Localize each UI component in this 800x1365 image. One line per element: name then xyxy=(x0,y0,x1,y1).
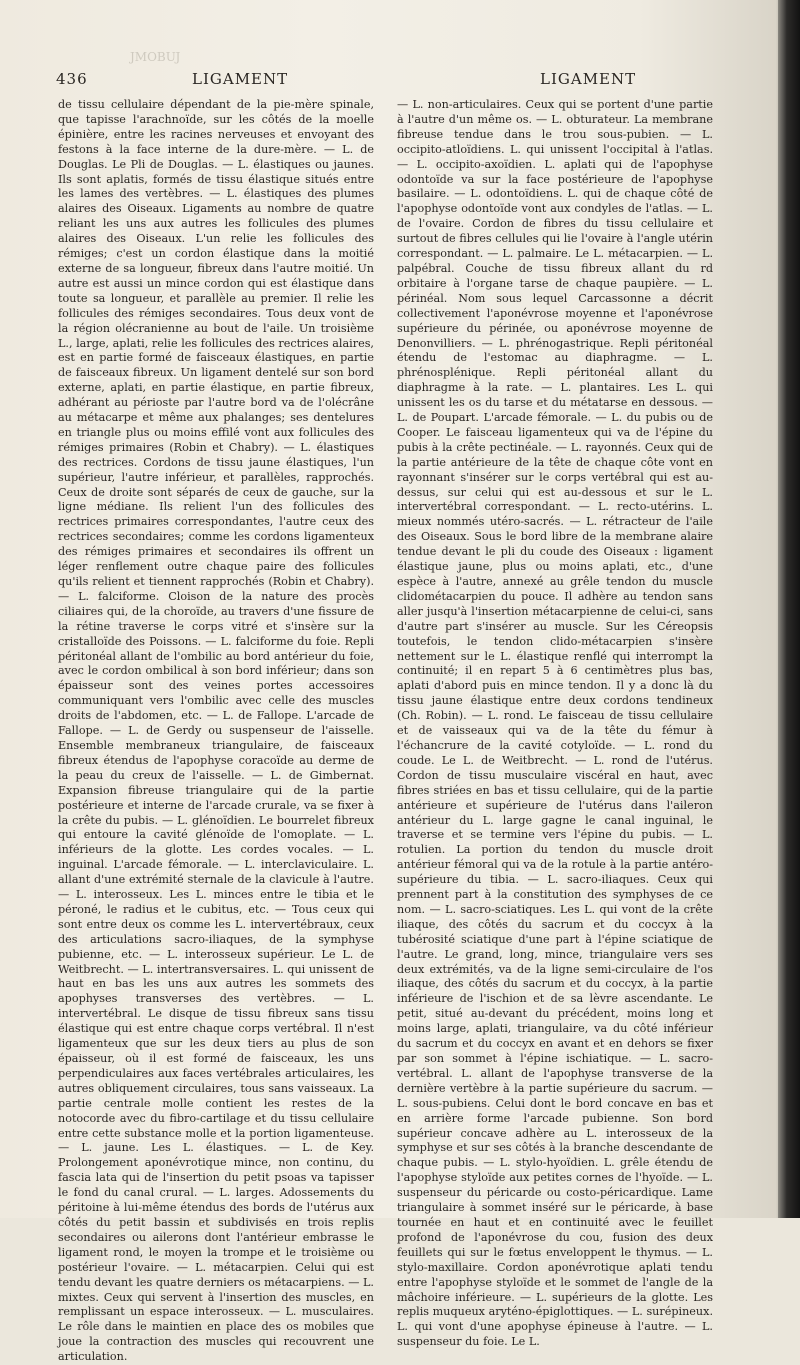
page-number: 436 xyxy=(56,70,88,88)
text-column-left xyxy=(58,98,374,1364)
book-spine-shadow xyxy=(778,0,800,1218)
column-text: de tissu cellulaire dépendant de la pie-mère spinale, que tapisse l'arachnoïde, sur les côtés de la moelle épinière, entre les racines nerveuses et envoyant des festons à la face interne de la dure-mère. — L. de Douglas. Le Pli de Douglas. — L. élastiques ou jaunes. Ils sont aplatis, formés de tissu élastique situés entre les lames des vertèbres. — L. élastiques des plumes alaires des Oiseaux. Ligaments au nombre de quatre reliant les uns aux autres les follicules des plumes alaires des Oiseaux. L'un relie les follicules des rémiges; c'est un cordon élastique dans la moitié externe de sa longueur, fibreux dans l'autre moitié. Un autre est aussi un mince cordon qui est élastique dans toute sa longueur, et parallèle au premier. Il relie les follicules des rémiges secondaires. Tous deux vont de la région olécranienne au bout de l'aile. Un troisième L., large, aplati, relie les follicules des rectrices alaires, est en partie formé de faisceaux élastiques, en partie de faisceaux fibreux. Un ligament dentelé sur son bord externe, aplati, en partie élastique, en partie fibreux, adhérant au périoste par l'autre bord va de l'olécrâne au métacarpe et même aux phalanges; ses dentelures en triangle plus ou moins effilé vont aux follicules des rémiges primaires (Robin et Chabry). — L. élastiques des rectrices. Cordons de tissu jaune élastiques, l'un supérieur, l'autre inférieur, et parallèles, rapprochés. Ceux de droite sont séparés de ceux de gauche, sur la ligne médiane. Ils relient l'un des follicules des rectrices primaires correspondantes, l'autre ceux des rectrices secondaires; comme les cordons ligamenteux des rémiges primaires et secondaires ils offrent un léger renflement outre chaque paire des follicules qu'ils relient et tiennent rapprochés (Robin et Chabry). — L. falciforme. Cloison de la nature des procès ciliaires qui, de la choroïde, au travers d'une fissure de la rétine traverse le corps vitré et s'insère sur la cristalloïde des Poissons. — L. falciforme du foie. Repli péritonéal allant de l'ombilic au bord antérieur du foie, avec le cordon ombilical à son bord inférieur; dans son épaisseur sont des veines portes accessoires communiquant vers l'ombilic avec celle des muscles droits de l'abdomen, etc. — L. de Fallope. L'arcade de Fallope. — L. de Gerdy ou suspenseur de l'aisselle. Ensemble membraneux triangulaire, de faisceaux fibreux étendus de l'apophyse coracoïde au derme de la peau du creux de l'aisselle. — L. de Gimbernat. Expansion fibreuse triangulaire qui de la partie postérieure et interne de l'arcade crurale, va se fixer à la crête du pubis. — L. glénoïdien. Le bourrelet fibreux qui entoure la cavité glénoïde de l'omoplate. — L. inférieurs de la glotte. Les cordes vocales. — L. inguinal. L'arcade fémorale. — L. interclaviculaire. L. allant d'une extrémité sternale de la clavicule à l'autre. — L. interosseux. Les L. minces entre le tibia et le péroné, le radius et le cubitus, etc. — Tous ceux qui sont entre deux os comme les L. intervertébraux, ceux des articulations sacro-iliaques, de la symphyse pubienne, etc. — L. interosseux supérieur. Le L. de Weitbrecht. — L. intertransversaires. L. qui unissent de haut en bas les uns aux autres les sommets des apophyses transverses des vertèbres. — L. intervertébral. Le disque de tissu fibreux sans tissu élastique qui est entre chaque corps vertébral. Il n'est ligamenteux que sur les deux tiers au plus de son épaisseur, où il est formé de faisceaux, les uns perpendiculaires aux faces vertébrales articulaires, les autres obliquement circulaires, tous sans vaisseaux. La partie centrale molle contient les restes de la notocorde avec du fibro-cartilage et du tissu cellulaire entre cette substance molle et la portion ligamenteuse. — L. jaune. Les L. élastiques. — L. de Key. Prolongement aponévrotique mince, non continu, du fascia lata qui de l'insertion du petit psoas va tapisser le fond du canal crural. — L. larges. Adossements du péritoine à lui-même étendus des bords de l'utérus aux côtés du petit bassin et subdivisés en trois replis secondaires ou ailerons dont l'antérieur embrasse le ligament rond, le moyen la trompe et le troisième ou postérieur l'ovaire. — L. métacarpien. Celui qui est tendu devant les quatre derniers os métacarpiens. — L. mixtes. Ceux qui servent à l'insertion des muscles, en remplissant un espace interosseux. — L. musculaires. Le rôle dans le maintien en place des os mobiles que joue la contraction des muscles qui recouvrent une articulation. xyxy=(58,98,374,1364)
running-title-left: LIGAMENT xyxy=(192,70,289,88)
running-header xyxy=(56,70,736,92)
text-column-right xyxy=(397,98,713,1349)
running-title-right: LIGAMENT xyxy=(540,70,637,88)
column-text: — L. non-articulaires. Ceux qui se portent d'une partie à l'autre d'un même os. — L. obturateur. La membrane fibreuse tendue dans le trou sous-pubien. — L. occipito-atloïdiens. L. qui unissent l'occipital à l'atlas. — L. occipito-axoïdien. L. aplati qui de l'apophyse odontoïde va sur la face postérieure de l'apophyse basilaire. — L. odontoïdiens. L. qui de chaque côté de l'apophyse odontoïde vont aux condyles de l'atlas. — L. de l'ovaire. Cordon de fibres du tissu cellulaire et surtout de fibres cellules qui lie l'ovaire à l'angle utérin correspondant. — L. palmaire. Le L. métacarpien. — L. palpébral. Couche de tissu fibreux allant du rd orbitaire à l'organe tarse de chaque paupière. — L. périnéal. Nom sous lequel Carcassonne a décrit collectivement l'aponévrose moyenne et l'aponévrose supérieure du périnée, ou aponévrose moyenne de Denonvilliers. — L. phrénogastrique. Repli péritonéal étendu de l'estomac au diaphragme. — L. phrénosplénique. Repli péritonéal allant du diaphragme à la rate. — L. plantaires. Les L. qui unissent les os du tarse et du métatarse en dessous. — L. de Poupart. L'arcade fémorale. — L. du pubis ou de Cooper. Le faisceau ligamenteux qui va de l'épine du pubis à la crête pectinéale. — L. rayonnés. Ceux qui de la partie antérieure de la tête de chaque côte vont en rayonnant s'insérer sur le corps vertébral qui est au-dessus, sur celui qui est au-dessous et sur le L. intervertébral correspondant. — L. recto-utérins. L. mieux nommés utéro-sacrés. — L. rétracteur de l'aile des Oiseaux. Sous le bord libre de la membrane alaire tendue devant le pli du coude des Oiseaux : ligament élastique jaune, plus ou moins aplati, etc., d'une espèce à l'autre, annexé au grêle tendon du muscle clidométacarpien du pouce. Il adhère au tendon sans aller jusqu'à l'insertion métacarpienne de celui-ci, sans d'autre part s'insérer au muscle. Sur les Céreopsis toutefois, le tendon clido-métacarpien s'insère nettement sur le L. élastique renflé qui interrompt la continuité; il en repart 5 à 6 centimètres plus bas, aplati d'abord puis en mince tendon. Il y a donc là du tissu jaune élastique entre deux cordons tendineux (Ch. Robin). — L. rond. Le faisceau de tissu cellulaire et de vaisseaux qui va de la tête du fémur à l'échancrure de la cavité cotyloïde. — L. rond du coude. Le L. de Weitbrecht. — L. rond de l'utérus. Cordon de tissu musculaire viscéral en haut, avec fibres striées en bas et tissu cellulaire, qui de la partie antérieure et supérieure de l'utérus dans l'aileron antérieur du L. large gagne le canal inguinal, le traverse et se termine vers l'épine du pubis. — L. rotulien. La portion du tendon du muscle droit antérieur fémoral qui va de la rotule à la partie antéro-supérieure du tibia. — L. sacro-iliaques. Ceux qui prennent part à la constitution des symphyses de ce nom. — L. sacro-sciatiques. Les L. qui vont de la crête iliaque, des côtés du sacrum et du coccyx à la tubérosité sciatique d'une part à l'épine sciatique de l'autre. Le grand, long, mince, triangulaire vers ses deux extrémités, va de la ligne semi-circulaire de l'os iliaque, des côtés du sacrum et du coccyx, à la partie inférieure de l'ischion et de sa lèvre ascendante. Le petit, situé au-devant du précédent, moins long et moins large, aplati, triangulaire, va du côté inférieur du sacrum et du coccyx en avant et en dehors se fixer par son sommet à l'épine ischiatique. — L. sacro-vertébral. L. allant de l'apophyse transverse de la dernière vertèbre à la partie supérieure du sacrum. — L. sous-pubiens. Celui dont le bord concave en bas et en arrière forme l'arcade pubienne. Son bord supérieur concave adhère au L. interosseux de la symphyse et sur ses côtés à la branche descendante de chaque pubis. — L. stylo-hyoïdien. L. grêle étendu de l'apophyse styloïde aux petites cornes de l'hyoïde. — L. suspenseur du péricarde ou costo-péricardique. Lame triangulaire à sommet inséré sur le péricarde, à base tournée en haut et en continuité avec le feuillet profond de l'aponévrose du cou, fusion des deux feuillets qui sur le fœtus enveloppent le thymus. — L. stylo-maxillaire. Cordon aponévrotique aplati tendu entre l'apophyse styloïde et le sommet de l'angle de la mâchoire inférieure. — L. supérieurs de la glotte. Les replis muqueux aryténo-épiglottiques. — L. surépineux. L. qui vont d'une apophyse épineuse à l'autre. — L. suspenseur du foie. Le L. xyxy=(397,98,713,1349)
bleed-through-text: JMOBUJ xyxy=(130,50,181,64)
